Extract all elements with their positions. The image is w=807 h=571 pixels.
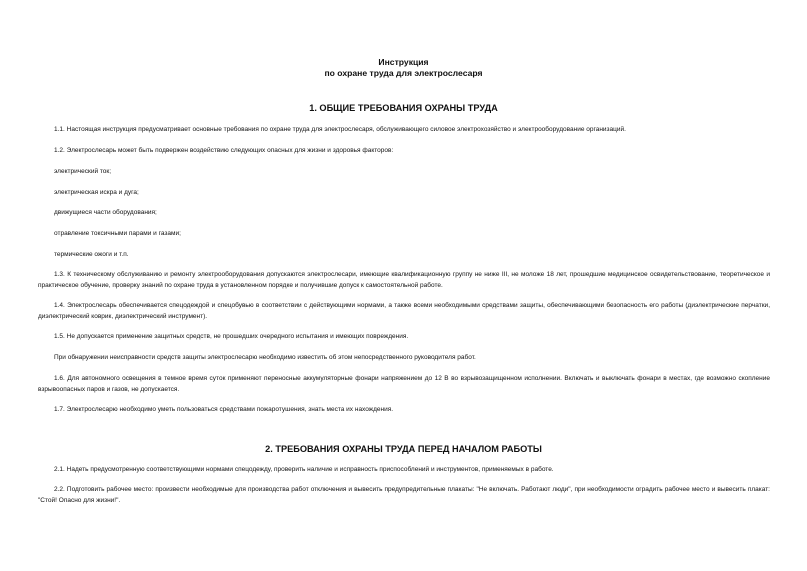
paragraph-1-5: 1.5. Не допускается применение защитных средств, не прошедших очередного испытания и имеющих повреждения. (54, 333, 409, 340)
factor-item: электрическая искра и дуга; (54, 189, 139, 196)
document-title: Инструкция (378, 57, 429, 67)
factor-item: движущиеся части оборудования; (54, 209, 157, 216)
factor-item: термические ожоги и т.п. (54, 251, 129, 258)
section-2-heading: 2. ТРЕБОВАНИЯ ОХРАНЫ ТРУДА ПЕРЕД НАЧАЛОМ РАБОТЫ (265, 444, 542, 454)
factor-item: отравление токсичными парами и газами; (54, 230, 181, 237)
paragraph-1-7: 1.7. Электрослесарю необходимо уметь пользоваться средствами пожаротушения, знать места их нахождения. (54, 406, 394, 413)
paragraph-1-3: 1.3. К техническому обслуживанию и ремонту электрооборудования допускаются электрослесари, имеющие квалификационную группу не ниже III, не моложе 18 лет, прошедшие медицинское освидетельствование, теоретическое и практическое обучение, проверку знаний по охране труда в установленном порядке и получившие допуск к самостоятельной работе. (38, 271, 770, 289)
paragraph-2-1: 2.1. Надеть предусмотренную соответствующими нормами спецодежду, проверить наличие и исправность приспособлений и инструментов, применяемых в работе. (54, 466, 554, 473)
paragraph-1-1: 1.1. Настоящая инструкция предусматривает основные требования по охране труда для электрослесаря, обслуживающего силовое электрохозяйство и электрооборудование организаций. (54, 126, 626, 133)
factor-item: электрический ток; (54, 168, 112, 175)
paragraph-1-4: 1.4. Электрослесарь обеспечивается спецодеждой и спецобувью в соответствии с действующими нормами, а также всеми необходимыми средствами защиты, обеспечивающими безопасность его работы (диэлектрические перчатки, диэлектрический коврик, диэлектрический инструмент). (38, 302, 770, 320)
paragraph-1-5-note: При обнаружении неисправности средств защиты электрослесарю необходимо известить об этом непосредственного руководителя работ. (54, 354, 476, 361)
section-1-heading: 1. ОБЩИЕ ТРЕБОВАНИЯ ОХРАНЫ ТРУДА (309, 103, 498, 113)
paragraph-2-2: 2.2. Подготовить рабочее место: произвести необходимые для производства работ отключения и вывесить предупредительные плакаты: "Не включать. Работают люди", при необходимости оградить рабочее место и вывесить плакат: "Стой! Опасно для жизни!". (38, 486, 770, 504)
paragraph-1-2: 1.2. Электрослесарь может быть подвержен воздействию следующих опасных для жизни и здоровья факторов: (54, 147, 394, 154)
paragraph-1-6: 1.6. Для автономного освещения в темное время суток применяют переносные аккумуляторные фонари напряжением до 12 В во взрывозащищенном исполнении. Включать и выключать фонари в местах, где возможно скопление взрывоопасных паров и газов, не допускается. (38, 375, 770, 393)
document-subtitle: по охране труда для электрослесаря (324, 68, 483, 78)
